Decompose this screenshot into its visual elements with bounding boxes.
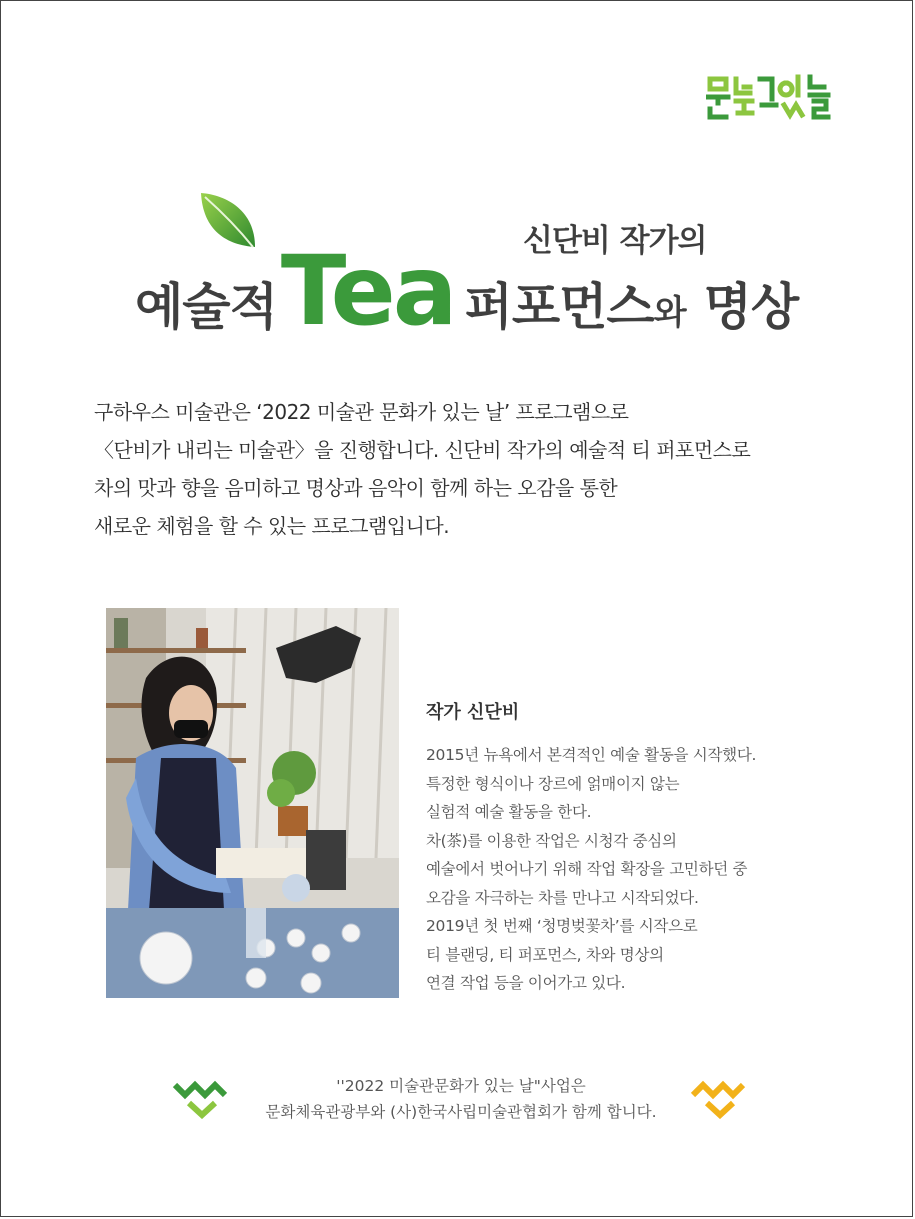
yellow-chevron-mark-icon: [689, 1079, 751, 1119]
intro-paragraph: [94, 393, 834, 545]
bio-line: 오감을 자극하는 차를 만나고 시작되었다.: [426, 888, 699, 907]
bio-line: 특정한 형식이나 장르에 얽매이지 않는: [426, 774, 680, 793]
artist-heading: 작가 신단비: [426, 702, 520, 723]
title-connector: 와: [653, 293, 686, 333]
bio-line: 실험적 예술 활동을 한다.: [426, 803, 592, 821]
tea-leaf-icon: [197, 191, 259, 253]
intro-line: 차의 맛과 향을 음미하고 명상과 음악이 함께 하는 오감을 통한: [94, 476, 618, 500]
title-part-meditation: 명상: [703, 278, 799, 336]
intro-line: 새로운 체험을 할 수 있는 프로그램입니다.: [94, 514, 450, 538]
footer-line-1: ''2022 미술관문화가 있는 날"사업은: [336, 1077, 586, 1095]
bio-line: 예술에서 벗어나기 위해 작업 확장을 고민하던 중: [426, 860, 748, 878]
artist-photo: [106, 608, 399, 998]
title-tea: Tea: [280, 235, 455, 347]
intro-line: 〈단비가 내리는 미술관〉을 진행합니다. 신단비 작가의 예술적 티 퍼포먼스로: [94, 438, 751, 462]
bio-line: 티 블랜딩, 티 퍼포먼스, 차와 명상의: [426, 945, 664, 964]
title-part-performance: 퍼포먼스: [464, 278, 654, 336]
intro-line: 구하우스 미술관은 ‘2022 미술관 문화가 있는 날’ 프로그램으로: [94, 400, 629, 424]
bio-line: 2019년 첫 번째 ‘청명벚꽃차’를 시작으로: [426, 917, 698, 935]
title-part-artistic: 예술적: [135, 278, 277, 336]
bio-line: 차(茶)를 이용한 작업은 시청각 중심의: [426, 831, 677, 850]
header-subtitle: 신단비 작가의: [523, 223, 707, 259]
bio-line: 연결 작업 등을 이어가고 있다.: [426, 974, 626, 992]
footer-line-2: 문화체육관광부와 (사)한국사립미술관협회가 함께 합니다.: [265, 1103, 657, 1121]
artist-bio: [426, 741, 846, 998]
culture-day-logo: [706, 73, 841, 125]
bio-line: 2015년 뉴욕에서 본격적인 예술 활동을 시작했다.: [426, 746, 757, 764]
footer-note: [221, 1073, 701, 1125]
